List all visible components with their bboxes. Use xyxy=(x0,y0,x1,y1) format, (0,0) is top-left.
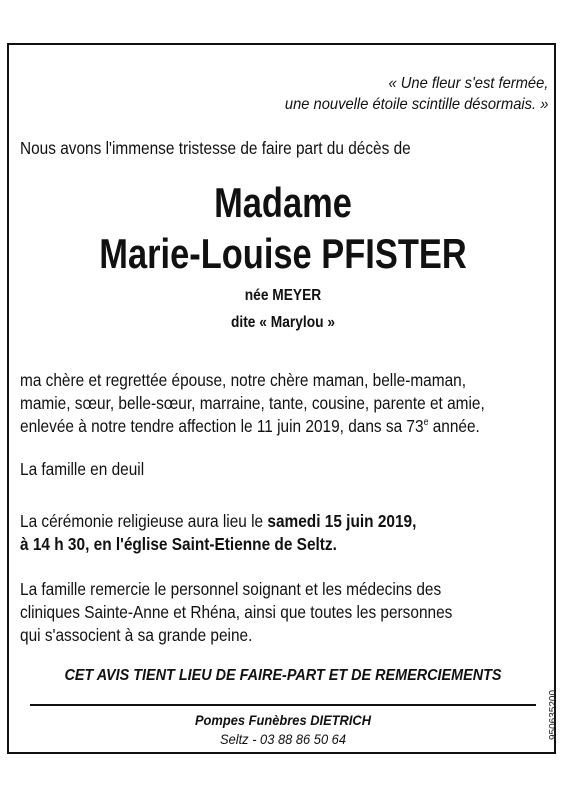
description-line-3-end: année. xyxy=(428,416,480,436)
deceased-name: Marie-Louise PFISTER xyxy=(99,230,467,277)
family-signature: La famille en deuil xyxy=(20,459,145,479)
ordinal-superscript: e xyxy=(423,417,429,428)
description-line-1: ma chère et regrettée épouse, notre chère maman, belle-maman, xyxy=(20,370,466,390)
undertaker-name-start: Pompes Funèbres xyxy=(194,712,311,728)
epigraph-quote xyxy=(285,73,548,115)
undertaker-contact: Seltz - 03 88 86 50 64 xyxy=(219,731,347,747)
thanks-line-3: qui s'associent à sa grande peine. xyxy=(20,625,253,645)
ceremony-paragraph xyxy=(20,510,416,556)
ceremony-intro: La cérémonie religieuse aura lieu le xyxy=(20,511,268,531)
undertaker-name xyxy=(23,711,544,730)
ceremony-line-1 xyxy=(20,510,416,533)
thanks-line-2: cliniques Sainte-Anne et Rhéna, ainsi que toutes les personnes xyxy=(20,602,453,622)
nickname: dite « Marylou » xyxy=(230,314,335,331)
thanks-paragraph xyxy=(20,578,452,647)
description-line-2: mamie, sœur, belle-sœur, marraine, tante, cousine, parente et amie, xyxy=(20,393,485,413)
undertaker-name-bold: DIETRICH xyxy=(310,712,372,728)
deceased-title: Madame xyxy=(214,179,352,226)
ceremony-time-place: à 14 h 30, en l'église Saint-Etienne de Seltz. xyxy=(20,534,337,554)
notice-statement: CET AVIS TIENT LIEU DE FAIRE-PART ET DE REMERCIEMENTS xyxy=(64,667,502,684)
quote-line-1: « Une fleur s'est fermée, xyxy=(388,75,548,92)
intro-text: Nous avons l'immense tristesse de faire part du décès de xyxy=(20,138,411,158)
maiden-name: née MEYER xyxy=(244,287,322,304)
ceremony-line-2 xyxy=(20,533,416,556)
undertaker-block xyxy=(23,711,544,749)
divider xyxy=(30,704,536,706)
quote-line-2: une nouvelle étoile scintille désormais. » xyxy=(284,96,548,113)
thanks-line-1: La famille remercie le personnel soignant et les médecins des xyxy=(20,579,442,599)
ceremony-date: samedi 15 juin 2019, xyxy=(267,511,417,531)
description-line-3-start: enlevée à notre tendre affection le 11 juin 2019, dans sa 73 xyxy=(20,416,424,436)
reference-number: 950635200 xyxy=(548,689,559,740)
description-line-3 xyxy=(20,415,485,438)
description-paragraph xyxy=(20,369,485,438)
